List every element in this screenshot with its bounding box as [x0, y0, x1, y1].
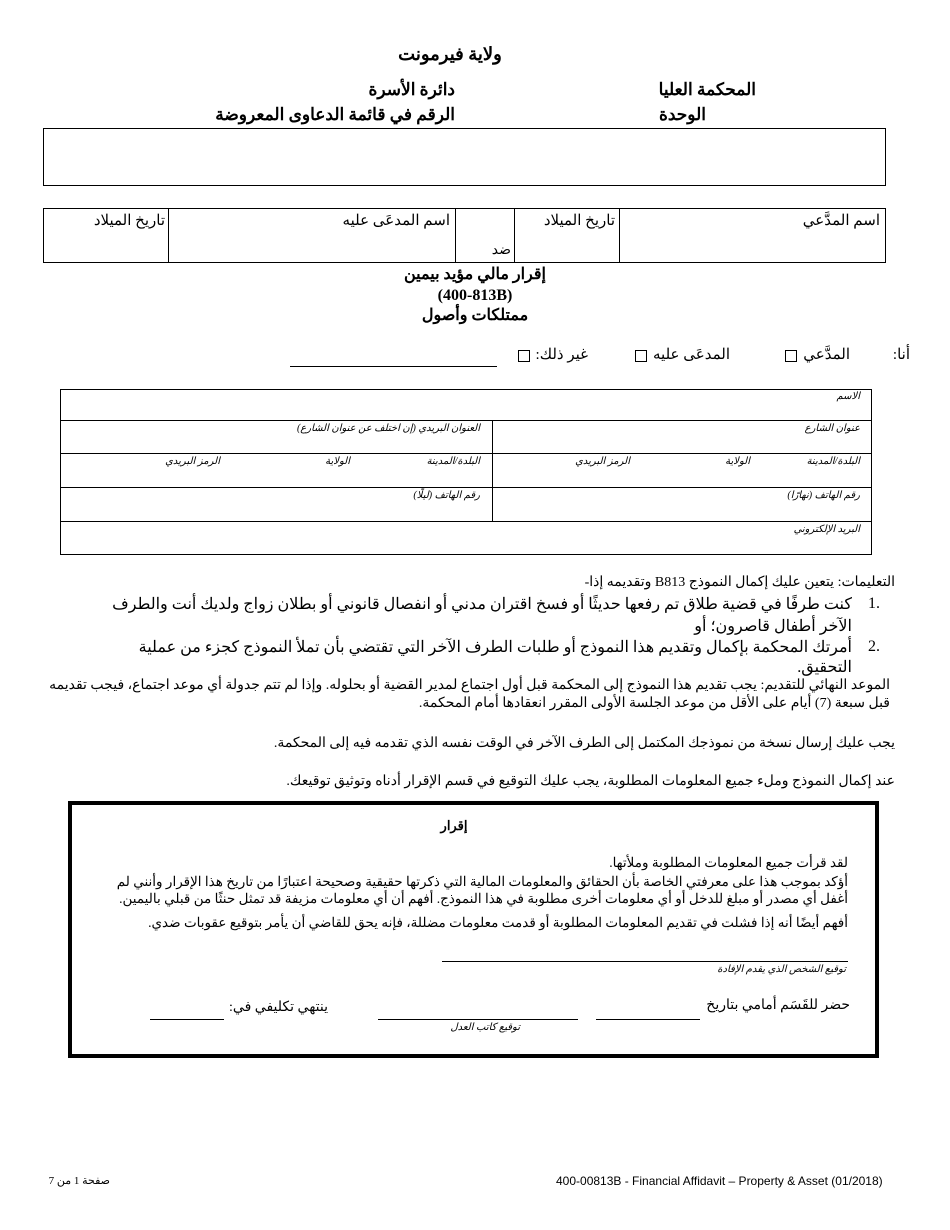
field-city-street[interactable]: البلدة/المدينة [806, 456, 860, 467]
field-name[interactable]: الاسم [836, 391, 860, 402]
instructions-intro: التعليمات: يتعين عليك إكمال النموذج B813 وتقديمه إذا- [584, 575, 895, 590]
sign-text: عند إكمال النموذج وملء جميع المعلومات المطلوبة، يجب عليك التوقيع في قسم الإقرار أدناه وتوثيق توقيعك. [286, 774, 895, 789]
field-zip-mailing[interactable]: الرمز البريدي [165, 456, 220, 467]
form-number: (400-813B) [437, 287, 513, 304]
plaintiff-dob-label: تاريخ الميلاد [543, 213, 615, 229]
state-title: ولاية فيرمونت [398, 44, 502, 64]
defendant-dob-label: تاريخ الميلاد [93, 213, 165, 229]
field-street[interactable]: عنوان الشارع [804, 423, 860, 434]
unit-label: الوحدة [658, 105, 706, 124]
option-plaintiff[interactable] [740, 345, 850, 364]
instruction-item-1: كنت طرفًا في قضية طلاق تم رفعها حديثًا أو فسخ اقتران مدني أو انفصال قانوني أو بطلان زواج ولديك أنت والطرف الآخر أطفال قاصرون؛ أو [112, 596, 852, 635]
other-input-line[interactable] [290, 352, 497, 367]
defendant-name-label: اسم المدعَى عليه [342, 213, 450, 229]
iam-label: أنا: [892, 347, 910, 363]
option-plaintiff-label: المدَّعي [803, 347, 850, 363]
footer-page-number: صفحة 1 من 7 [48, 1175, 110, 1187]
item2-number: .2 [868, 638, 880, 655]
form-subtitle: ممتلكات وأصول [421, 307, 529, 324]
notary-signature-line[interactable] [378, 1019, 578, 1020]
copy-text: يجب عليك إرسال نسخة من نموذجك المكتمل إلى الطرف الآخر في الوقت نفسه الذي تقدمه فيه إلى المحكمة. [273, 736, 895, 751]
option-defendant-label: المدعَى عليه [653, 347, 730, 363]
checkbox-defendant[interactable] [635, 350, 647, 362]
form-title: إقرار مالي مؤيد بيمين [404, 266, 546, 283]
versus-label: ضد [491, 243, 511, 258]
declaration-p2: أؤكد بموجب هذا على معرفتي الخاصة بأن الحقائق والمعلومات المالية التي ذكرتها حقيقية وصحيحة اعتبارًا من تاريخ هذا الإقرار وأنني لم أغفل أي مصدر أو مبلغ للدخل أو أي معلومات أخرى مطلوبة في هذا النموذج. أفهم أن أي معلومات مزيفة قد تمثل حنثًا من قبلي باليمين. [116, 874, 848, 906]
field-state-street[interactable]: الولاية [725, 456, 750, 467]
field-email[interactable]: البريد الإلكتروني [793, 524, 860, 535]
declaration-p1: لقد قرأت جميع المعلومات المطلوبة وملأتها. [609, 855, 848, 870]
court-label: المحكمة العليا [658, 80, 756, 99]
docket-number-field[interactable] [43, 128, 886, 186]
division-label: دائرة الأسرة [368, 80, 455, 99]
sworn-label: حضر للقَسَم أمامي بتاريخ [706, 998, 850, 1013]
declaration-title: إقرار [440, 818, 468, 833]
field-mailing[interactable]: العنوان البريدي (إن اختلف عن عنوان الشارع) [296, 423, 480, 434]
sworn-date-line[interactable] [596, 1019, 700, 1020]
checkbox-other[interactable] [518, 350, 530, 362]
declaration-p3: أفهم أيضًا أنه إذا فشلت في تقديم المعلومات المطلوبة أو قدمت معلومات مضللة، فإنه يحق للقاضي أن يأمر بتوقيع عقوبات ضدي. [148, 915, 848, 930]
field-state-mailing[interactable]: الولاية [325, 456, 350, 467]
field-phone-day[interactable]: رقم الهاتف (نهارًا) [787, 490, 860, 501]
footer-form-id: 400-00813B - Financial Affidavit – Property & Asset (01/2018) [556, 1174, 883, 1188]
option-defendant[interactable] [600, 345, 730, 364]
affiant-signature-line[interactable] [442, 961, 848, 962]
plaintiff-name-label: اسم المدَّعي [802, 213, 880, 229]
instruction-item-2: أمرتك المحكمة بإكمال وتقديم هذا النموذج أو طلبات الطرف الآخر التي تقتضي بأن تملأ النموذج كجزء من عملية التحقيق. [138, 639, 852, 676]
option-other-label: غير ذلك: [535, 347, 588, 363]
field-city-mailing[interactable]: البلدة/المدينة [426, 456, 480, 467]
commission-date-line[interactable] [150, 1019, 224, 1020]
field-zip-street[interactable]: الرمز البريدي [575, 456, 630, 467]
affiant-signature-caption: توقيع الشخص الذي يقدم الإفادة [717, 964, 846, 975]
notary-caption: توقيع كاتب العدل [450, 1022, 520, 1033]
commission-label: ينتهي تكليفي في: [229, 1000, 328, 1015]
option-other[interactable] [500, 345, 588, 364]
field-phone-night[interactable]: رقم الهاتف (ليلًا) [413, 490, 480, 501]
deadline-text: الموعد النهائي للتقديم: يجب تقديم هذا النموذج إلى المحكمة قبل أول اجتماع لمدير القضية أو بحلوله. وإذا لم تتم جدولة أي موعد اجتماع، فيجب تقديمه قبل سبعة (7) أيام على الأقل من موعد الجلسة الأولى المقرر انعقادها أمام المحكمة. [49, 678, 890, 711]
item1-number: .1 [868, 595, 880, 612]
checkbox-plaintiff[interactable] [785, 350, 797, 362]
docket-label: الرقم في قائمة الدعاوى المعروضة [215, 105, 455, 124]
